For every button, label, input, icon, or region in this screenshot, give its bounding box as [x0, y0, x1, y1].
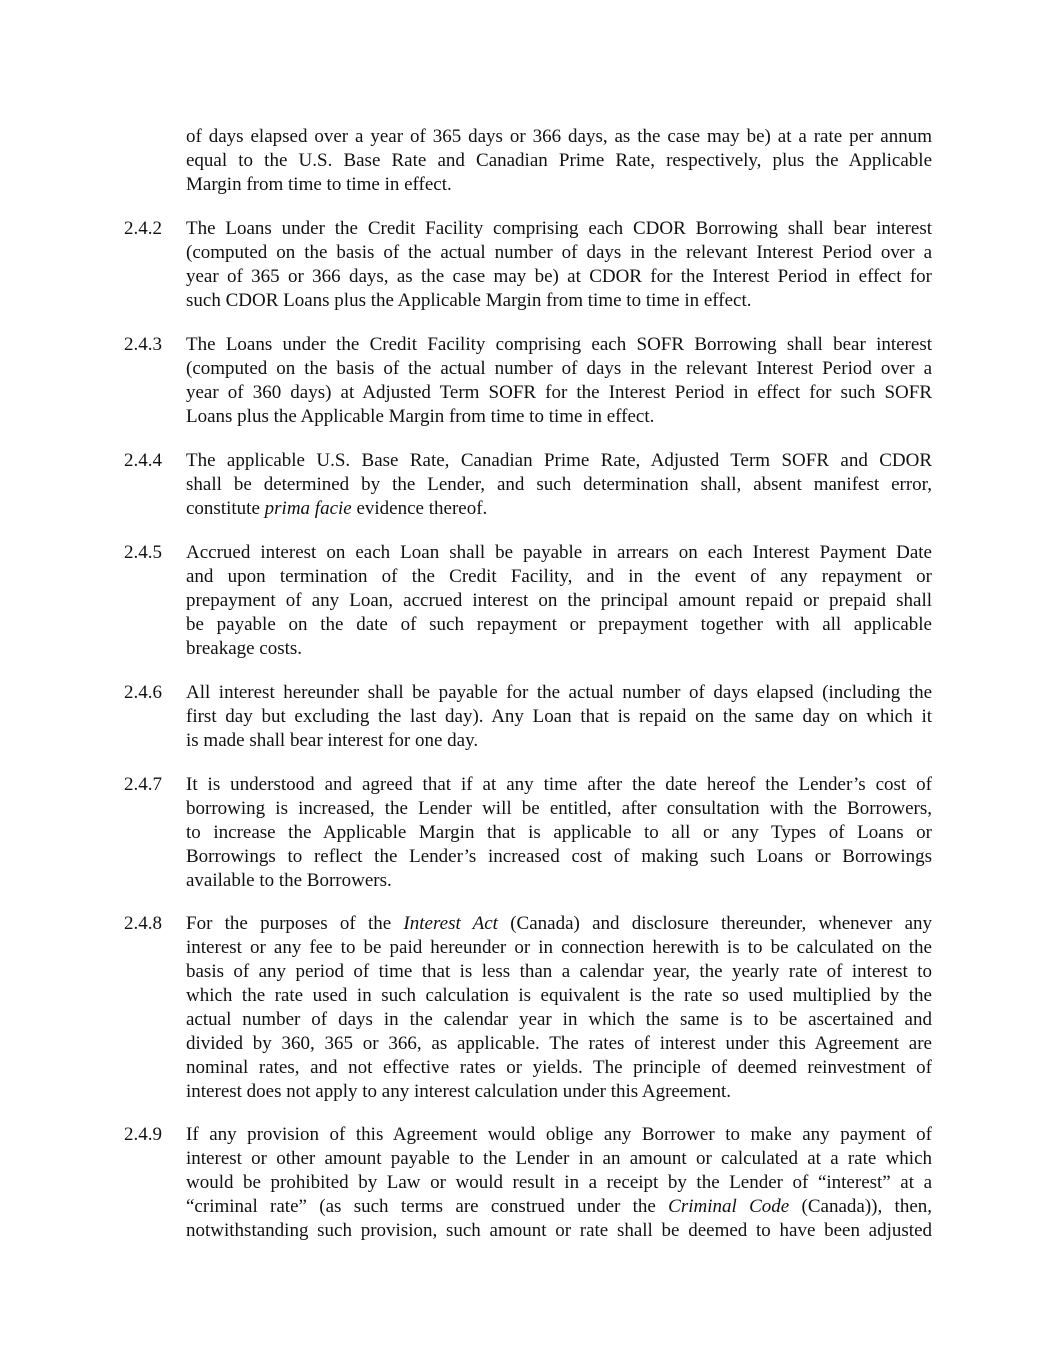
paragraph-line: Accrued interest on each Loan shall be payable in arrears on each Interest Payment Date [186, 542, 932, 563]
section-number: 2.4.3 [124, 334, 162, 355]
text-run: “criminal rate” (as such terms are construed under the [186, 1196, 669, 1217]
paragraph-line: interest does not apply to any interest calculation under this Agreement. [186, 1081, 732, 1102]
section-2-4-2 [124, 217, 932, 313]
paragraph-line: to increase the Applicable Margin that is applicable to all or any Types of Loans or [186, 822, 932, 843]
paragraph-line: nominal rates, and not effective rates or yields. The principle of deemed reinvestment of [186, 1057, 932, 1078]
paragraph-line: (computed on the basis of the actual number of days in the relevant Interest Period over a [186, 242, 932, 263]
section-2-4-9 [124, 1123, 933, 1243]
italic-term: Criminal Code [668, 1196, 790, 1217]
section-number: 2.4.2 [124, 218, 162, 239]
text-run: (Canada)), then, [789, 1196, 933, 1217]
paragraph-line: divided by 360, 365 or 366, as applicable. The rates of interest under this Agreement are [186, 1033, 932, 1054]
paragraph-line: available to the Borrowers. [186, 870, 392, 891]
paragraph-line: It is understood and agreed that if at any time after the date hereof the Lender’s cost of [186, 774, 932, 795]
paragraph-line: year of 360 days) at Adjusted Term SOFR for the Interest Period in effect for such SOFR [186, 382, 932, 403]
section-2-4-7 [124, 773, 932, 893]
section-number: 2.4.5 [124, 542, 162, 563]
section-number: 2.4.4 [124, 450, 162, 471]
section-2-4-8 [124, 912, 933, 1104]
paragraph-line: interest or other amount payable to the Lender in an amount or calculated at a rate which [186, 1148, 932, 1169]
paragraph-line: shall be determined by the Lender, and such determination shall, absent manifest error, [186, 474, 932, 495]
paragraph-line: is made shall bear interest for one day. [186, 730, 479, 751]
section-number: 2.4.9 [124, 1124, 162, 1145]
paragraph-line: actual number of days in the calendar year in which the same is to be ascertained and [186, 1009, 932, 1030]
paragraph-line: such CDOR Loans plus the Applicable Margin from time to time in effect. [186, 290, 752, 311]
paragraph-line: year of 365 or 366 days, as the case may be) at CDOR for the Interest Period in effect for [186, 266, 932, 287]
text-run: evidence thereof. [351, 498, 488, 519]
section-2-4-3 [124, 333, 932, 429]
paragraph-line: All interest hereunder shall be payable for the actual number of days elapsed (including the [186, 682, 932, 703]
section-2-4-6 [124, 681, 932, 753]
paragraph-line: borrowing is increased, the Lender will be entitled, after consultation with the Borrowers, [186, 798, 932, 819]
paragraph-line [186, 497, 932, 521]
section-2-4-4 [124, 449, 932, 521]
paragraph-line: Borrowings to reflect the Lender’s increased cost of making such Loans or Borrowings [186, 846, 932, 867]
paragraph-line: notwithstanding such provision, such amount or rate shall be deemed to have been adjusted [186, 1220, 932, 1241]
text-run: (Canada) and disclosure thereunder, whenever any [497, 913, 933, 934]
paragraph-line [186, 912, 932, 936]
paragraph-line: would be prohibited by Law or would result in a receipt by the Lender of “interest” at a [186, 1172, 932, 1193]
paragraph-line: of days elapsed over a year of 365 days or 366 days, as the case may be) at a rate per annum [186, 126, 932, 147]
paragraph-line: be payable on the date of such repayment or prepayment together with all applicable [186, 614, 932, 635]
italic-term: Interest Act [403, 913, 498, 934]
section-2-4-5 [124, 541, 932, 661]
paragraph-line: equal to the U.S. Base Rate and Canadian Prime Rate, respectively, plus the Applicable [186, 150, 932, 171]
text-run: constitute [186, 498, 265, 519]
paragraph-line: which the rate used in such calculation is equivalent is the rate so used multiplied by the [186, 985, 932, 1006]
italic-term: prima facie [264, 498, 352, 519]
paragraph-line: and upon termination of the Credit Facility, and in the event of any repayment or [186, 566, 932, 587]
paragraph-line: Loans plus the Applicable Margin from time to time in effect. [186, 406, 655, 427]
paragraph-line: breakage costs. [186, 638, 303, 659]
section-number: 2.4.6 [124, 682, 162, 703]
paragraph-line: If any provision of this Agreement would oblige any Borrower to make any payment of [186, 1124, 932, 1145]
section-number: 2.4.8 [124, 913, 162, 934]
paragraph-line: The Loans under the Credit Facility comprising each CDOR Borrowing shall bear interest [186, 218, 932, 239]
paragraph-line: first day but excluding the last day). Any Loan that is repaid on the same day on which it [186, 706, 932, 727]
section-number: 2.4.7 [124, 774, 162, 795]
paragraph-line [186, 1195, 932, 1219]
paragraph-line: The applicable U.S. Base Rate, Canadian Prime Rate, Adjusted Term SOFR and CDOR [186, 450, 932, 471]
intro-paragraph [186, 125, 932, 197]
text-run: For the purposes of the [186, 913, 404, 934]
paragraph-line: basis of any period of time that is less than a calendar year, the yearly rate of interest to [186, 961, 932, 982]
paragraph-line: interest or any fee to be paid hereunder or in connection herewith is to be calculated on the [186, 937, 932, 958]
paragraph-line: prepayment of any Loan, accrued interest on the principal amount repaid or prepaid shall [186, 590, 932, 611]
paragraph-line: The Loans under the Credit Facility comprising each SOFR Borrowing shall bear interest [186, 334, 932, 355]
paragraph-line: (computed on the basis of the actual number of days in the relevant Interest Period over a [186, 358, 932, 379]
paragraph-line: Margin from time to time in effect. [186, 174, 452, 195]
